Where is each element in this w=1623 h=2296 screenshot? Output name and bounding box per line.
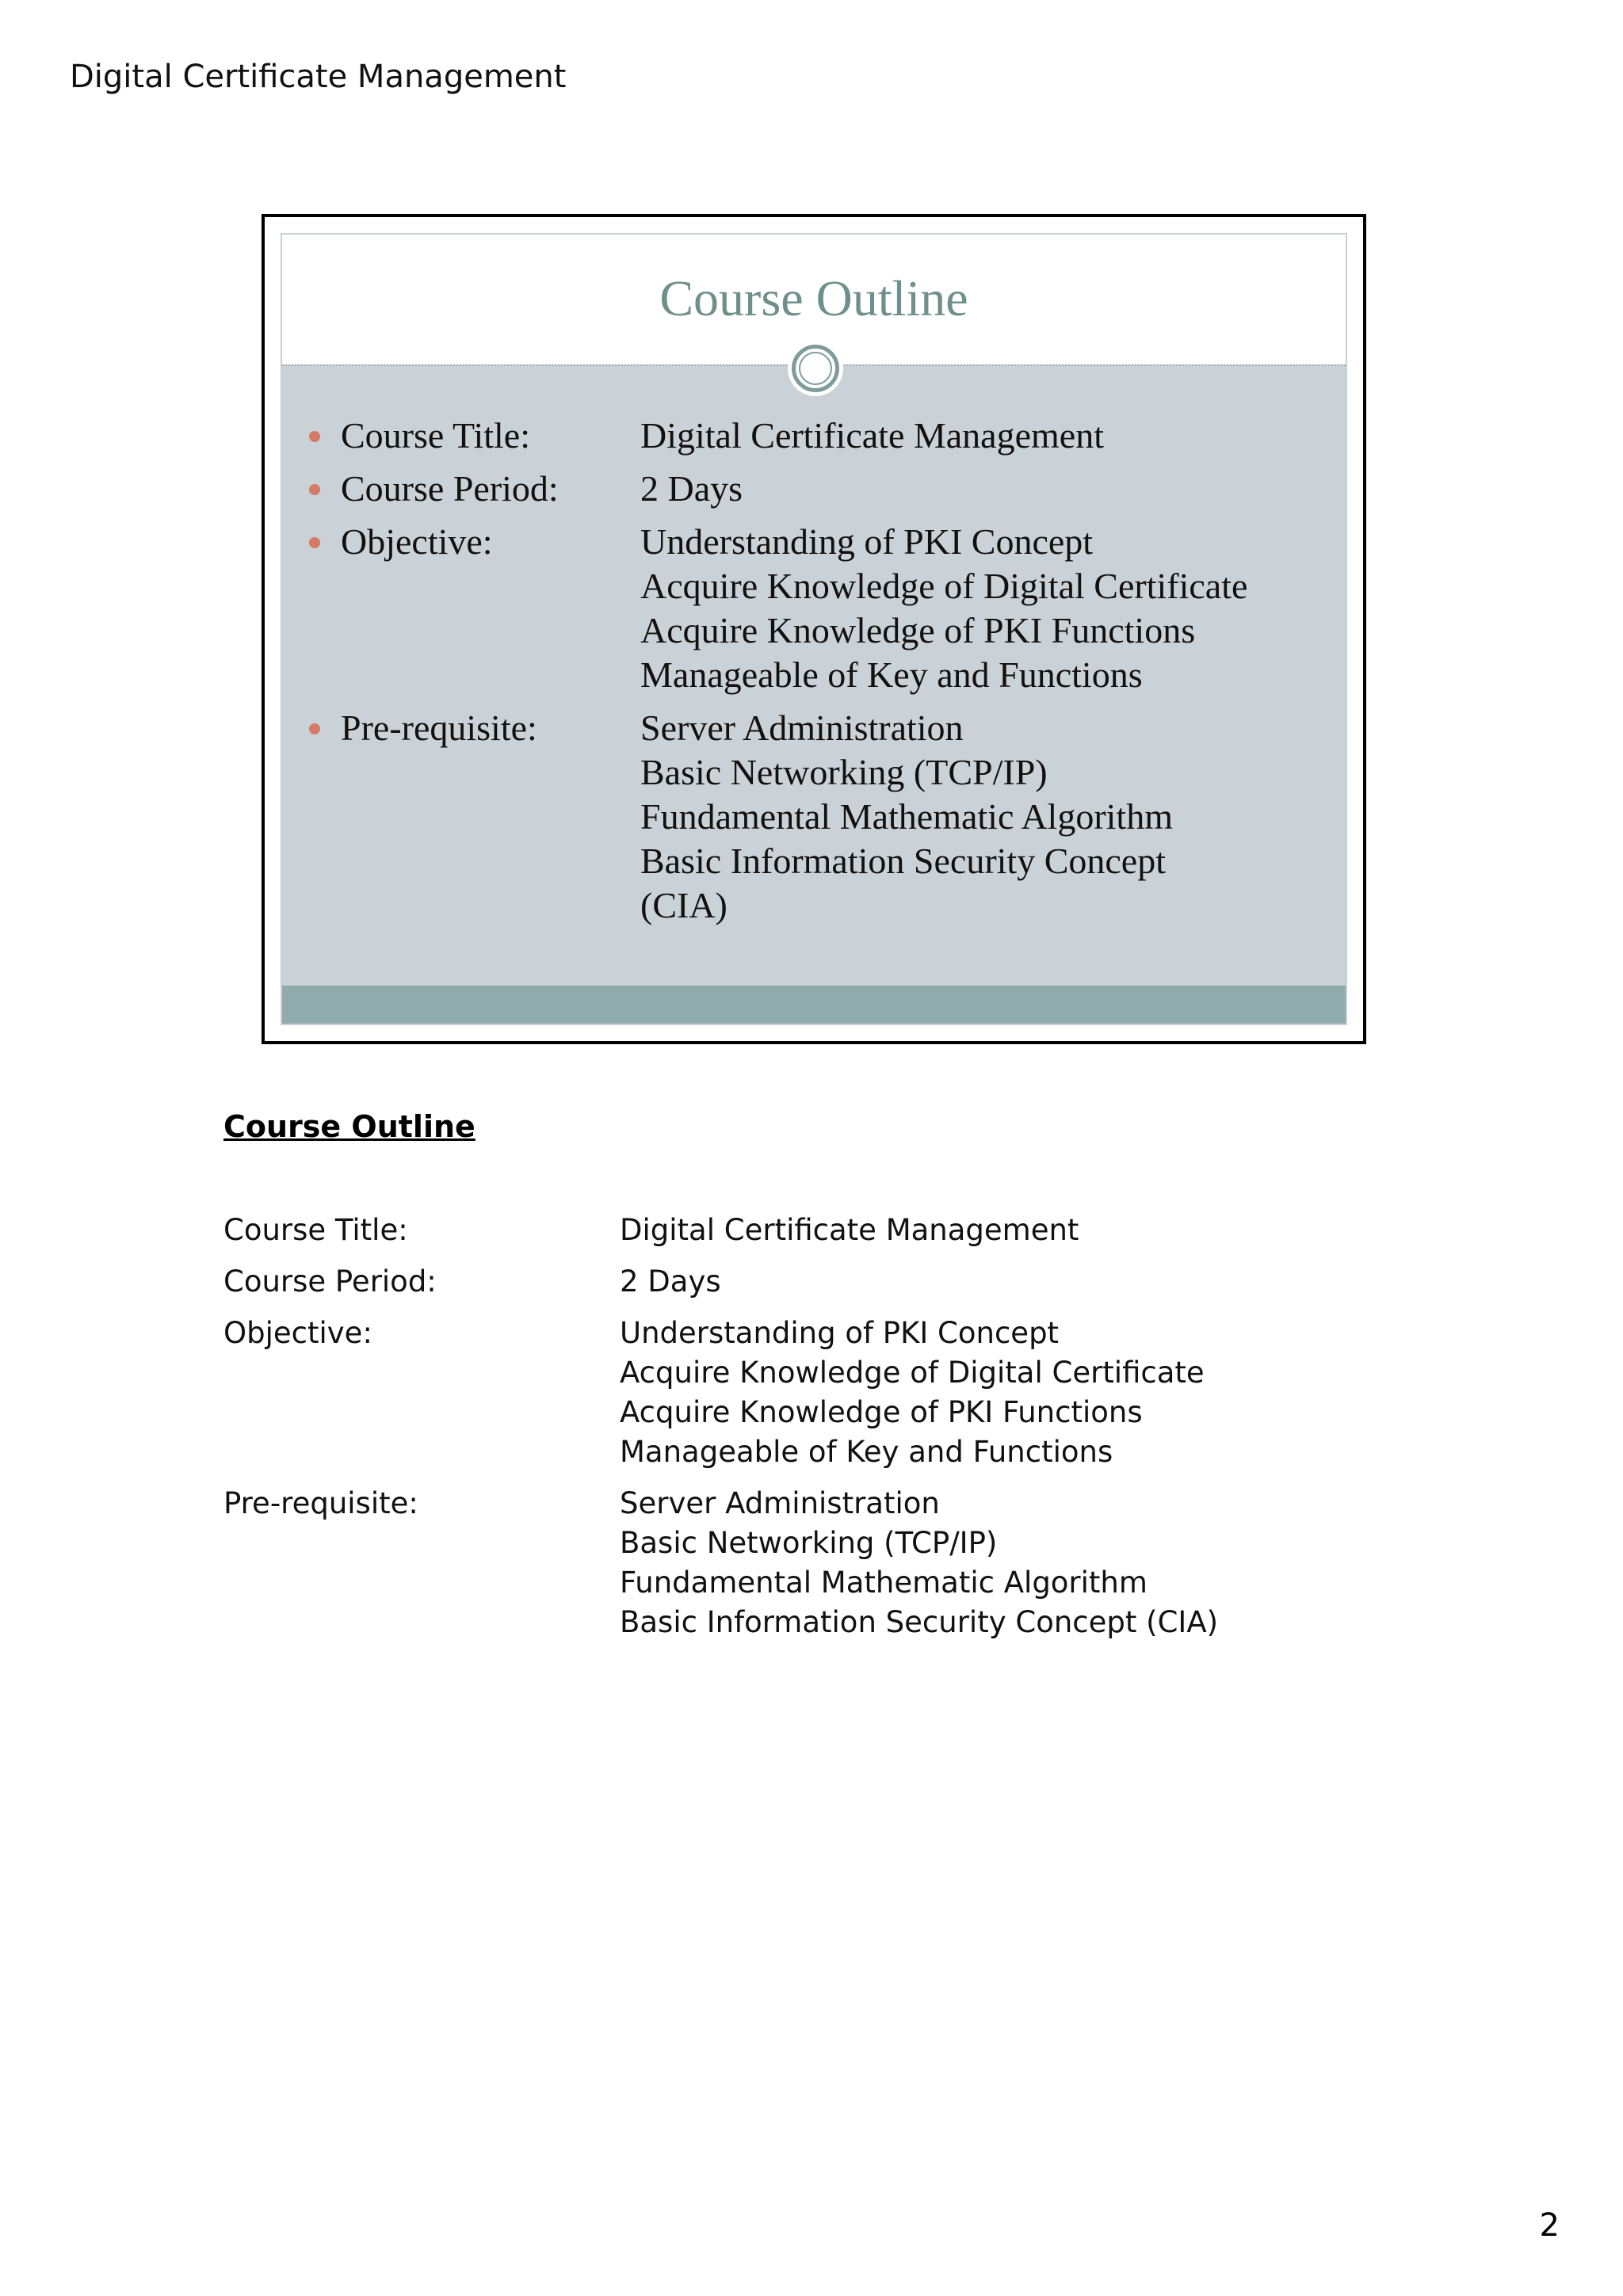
slide-row-prerequisite	[309, 706, 1323, 928]
notes-heading: Course Outline	[223, 1109, 475, 1144]
notes-row-course-title	[223, 1211, 1412, 1250]
notes-row-prerequisite	[223, 1484, 1412, 1642]
notes-value: Server Administration	[620, 1486, 940, 1520]
notes-label: Course Title:	[223, 1213, 408, 1247]
page-number: 2	[1539, 2207, 1560, 2244]
notes-row-course-period	[223, 1262, 1412, 1302]
notes-value: Understanding of PKI Concept	[620, 1316, 1060, 1350]
notes-label: Objective:	[223, 1316, 372, 1350]
bullet-icon	[309, 723, 320, 734]
slide-value: Understanding of PKI Concept	[640, 521, 1094, 562]
notes-value: Basic Information Security Concept (CIA)	[620, 1605, 1219, 1639]
slide-value: Digital Certificate Management	[640, 415, 1104, 456]
slide-value: Manageable of Key and Functions	[640, 654, 1143, 695]
notes-value: Acquire Knowledge of PKI Functions	[620, 1395, 1143, 1429]
page-header-title: Digital Certificate Management	[70, 59, 567, 95]
slide	[281, 233, 1347, 1025]
notes-value: 2 Days	[620, 1264, 721, 1299]
slide-label: Pre-requisite:	[341, 707, 537, 748]
slide-value: 2 Days	[640, 468, 743, 509]
slide-body	[309, 414, 1323, 936]
bullet-icon	[309, 431, 320, 442]
slide-value: Server Administration	[640, 707, 964, 748]
notes-value: Acquire Knowledge of Digital Certificate	[620, 1356, 1205, 1390]
circle-ornament-icon	[788, 341, 843, 396]
slide-label: Course Period:	[341, 468, 559, 509]
slide-label: Course Title:	[341, 415, 531, 456]
bullet-icon	[309, 484, 320, 495]
notes-label: Pre-requisite:	[223, 1486, 418, 1520]
slide-title: Course Outline	[659, 270, 968, 326]
notes-row-objective	[223, 1314, 1412, 1472]
slide-label: Objective:	[341, 521, 493, 562]
slide-value: Basic Information Security Concept	[640, 841, 1167, 881]
slide-row-objective	[309, 520, 1323, 697]
notes-value: Basic Networking (TCP/IP)	[620, 1526, 998, 1560]
notes-value: Manageable of Key and Functions	[620, 1435, 1113, 1469]
slide-value: Acquire Knowledge of PKI Functions	[640, 610, 1196, 650]
slide-thumbnail	[262, 214, 1366, 1044]
notes-value: Digital Certificate Management	[620, 1213, 1079, 1247]
notes-value: Fundamental Mathematic Algorithm	[620, 1566, 1148, 1600]
slide-footer-bar	[282, 986, 1346, 1024]
slide-value: (CIA)	[640, 885, 727, 925]
notes-body	[223, 1211, 1412, 1654]
bullet-icon	[309, 537, 320, 548]
slide-row-course-period	[309, 467, 1323, 511]
slide-value: Fundamental Mathematic Algorithm	[640, 796, 1173, 837]
slide-value: Acquire Knowledge of Digital Certificate	[640, 566, 1248, 606]
notes-label: Course Period:	[223, 1264, 437, 1299]
slide-value: Basic Networking (TCP/IP)	[640, 752, 1048, 792]
slide-row-course-title	[309, 414, 1323, 458]
